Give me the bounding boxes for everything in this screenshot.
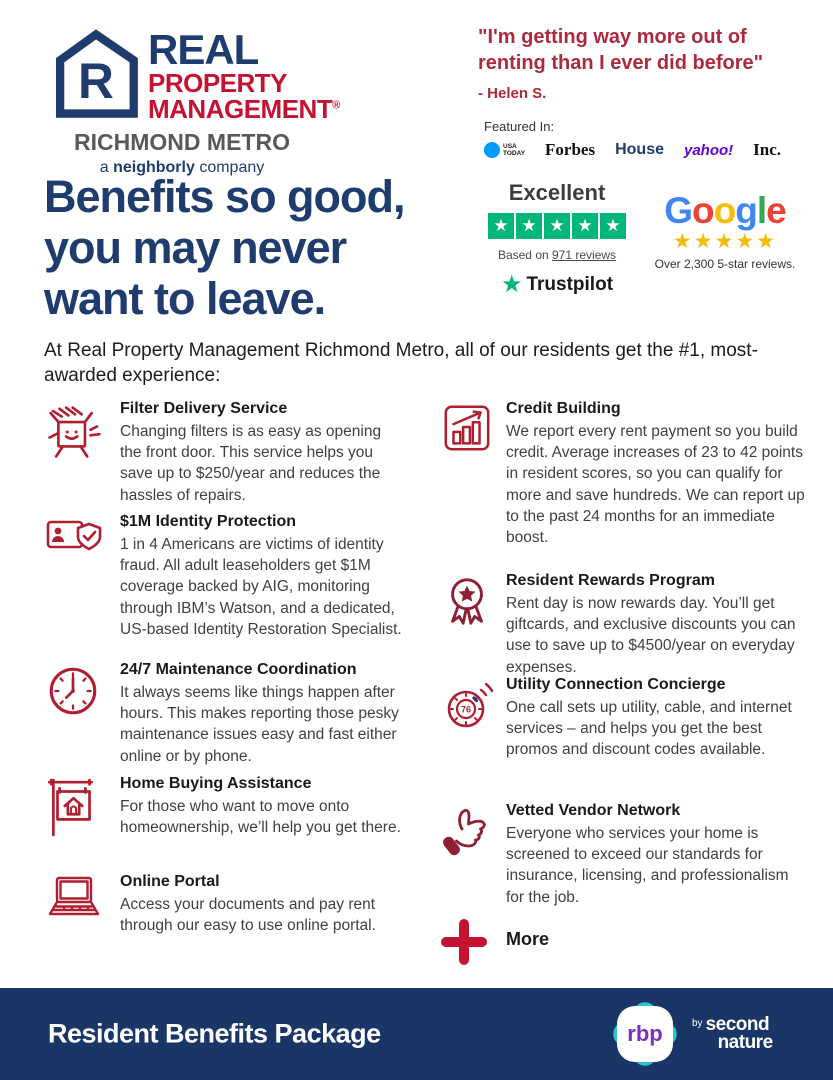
- trustpilot-rating-label: Excellent: [508, 180, 606, 205]
- second-nature-wordmark: by second nature: [692, 1013, 773, 1053]
- usa-today-circle-icon: [484, 142, 500, 158]
- trustpilot-stars: [478, 213, 636, 239]
- neighborly-wordmark: neighborly: [113, 158, 195, 176]
- rbp-badge-icon: [608, 997, 682, 1071]
- benefit-home-buying: [44, 774, 404, 838]
- brand-logo-block: [52, 26, 340, 177]
- brand-location: RICHMOND METRO: [74, 128, 290, 155]
- benefit-body: Changing filters is as easy as opening the front door. This service helps you save up to $250/year and reduces the hassles of repairs.: [120, 423, 382, 504]
- trustpilot-wordmark: ★ Trustpilot: [500, 271, 614, 298]
- featured-in-section: [484, 119, 814, 160]
- forbes-logo: Forbes: [545, 140, 596, 159]
- credit-chart-icon: [440, 399, 506, 548]
- intro-paragraph: At Real Property Management Richmond Metro, all of our residents get the #1, most-awarded experience:: [44, 340, 758, 387]
- benefit-maintenance: [44, 660, 404, 767]
- benefit-body: Rent day is now rewards day. You’ll get giftcards, and exclusive discounts you can use to save up to $4500/year on everyday expenses.: [506, 595, 796, 676]
- google-star-icon: [756, 230, 777, 253]
- benefit-body: Everyone who services your home is screened to exceed our standards for insurance, licensing, and professionalism for the job.: [506, 825, 789, 906]
- google-wordmark: Google: [664, 190, 786, 231]
- google-star-icon: [715, 230, 736, 253]
- google-star-icon: [673, 230, 694, 253]
- testimonial-quote-line2: renting than I ever did before": [478, 52, 764, 75]
- benefit-more: [440, 916, 820, 966]
- benefit-body: For those who want to move onto homeownership, we’ll help you get there.: [120, 798, 401, 837]
- testimonial: [478, 24, 818, 102]
- benefit-body: 1 in 4 Americans are victims of identity fraud. All adult leaseholders get $1M coverage backed by AIG, monitoring through IBM’s Watson, and a dedicated, US-based Identity Restoration Specialist.: [120, 536, 402, 638]
- google-review-caption: Over 2,300 5-star reviews.: [654, 257, 796, 271]
- brand-name-real: REAL: [148, 26, 259, 73]
- trustpilot-logo-star-icon: ★: [500, 271, 523, 298]
- plus-icon: [440, 916, 506, 966]
- brand-name-property: PROPERTY: [148, 67, 288, 98]
- inc-logo: Inc.: [753, 140, 782, 159]
- home-sign-icon: [44, 774, 120, 838]
- usa-today-logo: USA TODAY: [484, 142, 525, 158]
- benefit-title: Filter Delivery Service: [120, 400, 288, 417]
- trustpilot-review-count: Based on 971 reviews: [497, 248, 617, 262]
- thumbs-up-icon: [440, 801, 506, 908]
- google-star-icon: [694, 230, 715, 253]
- brand-tagline: a neighborly company: [99, 158, 265, 176]
- trustpilot-star-icon: [544, 213, 570, 239]
- trustpilot-review-block: [478, 180, 636, 297]
- benefit-body: One call sets up utility, cable, and internet services – and helps you get the best promos and discount codes available.: [506, 699, 792, 759]
- benefit-rewards-program: [440, 571, 820, 678]
- utility-meter-icon: [440, 675, 506, 761]
- benefit-title: Resident Rewards Program: [506, 572, 715, 589]
- google-star-icon: [735, 230, 756, 253]
- benefit-title: Utility Connection Concierge: [506, 676, 726, 693]
- trustpilot-star-icon: [516, 213, 542, 239]
- benefit-utility-concierge: [440, 675, 820, 761]
- filter-delivery-icon: [44, 399, 120, 506]
- rbp-second-nature-logo: [608, 997, 773, 1071]
- benefit-identity-protection: [44, 512, 404, 640]
- trustpilot-star-icon: [488, 213, 514, 239]
- brand-name-management: MANAGEMENT®: [148, 94, 340, 125]
- benefit-vendor-network: [440, 801, 820, 908]
- benefit-body: We report every rent payment so you build credit. Average increases of 23 to 42 points in resident scores, so you can qualify for more and save hundreds. We can report up to the past 24 months for an immediate boost.: [506, 423, 805, 547]
- trustpilot-star-icon: [572, 213, 598, 239]
- benefit-body: Access your documents and pay rent through our easy to use online portal.: [120, 896, 376, 935]
- laptop-icon: [44, 872, 120, 936]
- testimonial-attribution: - Helen S.: [478, 84, 547, 102]
- benefit-title: 24/7 Maintenance Coordination: [120, 661, 357, 678]
- footer-bar: [0, 988, 833, 1080]
- featured-in-label: Featured In:: [484, 119, 555, 134]
- yahoo-logo: yahoo!: [684, 141, 734, 159]
- house-r-logo-icon: [52, 28, 140, 120]
- clock-icon: [44, 660, 120, 767]
- registered-mark: ®: [332, 99, 340, 112]
- footer-title: Resident Benefits Package: [48, 1018, 381, 1049]
- house-logo: House: [615, 141, 664, 158]
- identity-protection-icon: [44, 512, 120, 640]
- google-stars: [640, 231, 810, 252]
- svg-text:76: 76: [460, 704, 472, 715]
- benefit-filter-delivery: [44, 399, 404, 506]
- page-headline: Benefits so good, you may never want to leave.: [44, 171, 405, 324]
- trustpilot-star-icon: [600, 213, 626, 239]
- benefit-credit-building: [440, 399, 820, 548]
- benefit-title: More: [506, 929, 550, 949]
- google-review-block: [640, 192, 810, 271]
- benefit-online-portal: [44, 872, 404, 936]
- benefit-title: $1M Identity Protection: [120, 513, 297, 530]
- benefit-title: Online Portal: [120, 873, 220, 890]
- award-ribbon-icon: [440, 571, 506, 678]
- svg-text:R: R: [78, 52, 114, 109]
- benefit-body: It always seems like things happen after hours. This makes reporting those pesky maintenance issues easy and fast either online or by phone.: [120, 684, 399, 765]
- testimonial-quote-line1: "I'm getting way more out of: [478, 26, 747, 48]
- benefit-title: Vetted Vendor Network: [506, 802, 681, 819]
- benefit-title: Credit Building: [506, 400, 621, 417]
- rbp-wordmark: rbp: [627, 1021, 663, 1046]
- benefit-title: Home Buying Assistance: [120, 775, 312, 792]
